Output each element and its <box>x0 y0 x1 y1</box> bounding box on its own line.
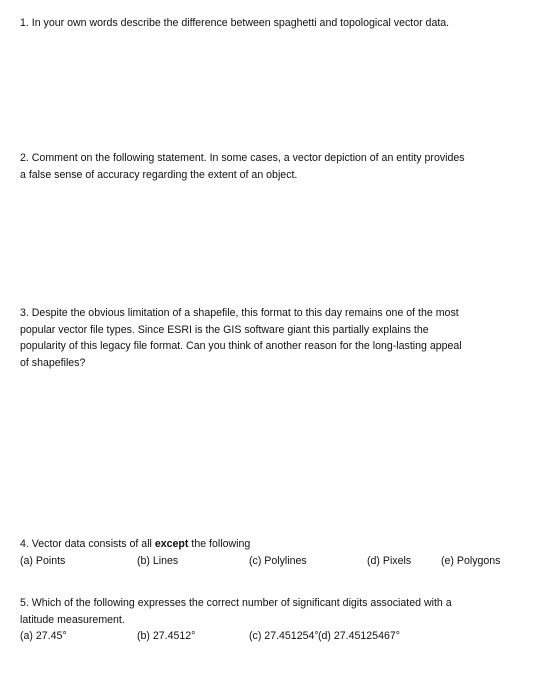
question-2 <box>20 150 525 183</box>
question-4-prompt <box>20 536 525 553</box>
question-4-prefix: 4. Vector data consists of all <box>20 538 155 550</box>
question-1 <box>20 15 525 32</box>
question-3-line-2: popular vector file types. Since ESRI is the GIS software giant this partially explains the <box>20 323 429 336</box>
question-4 <box>20 536 525 571</box>
question-4-option-a: (a) Points <box>20 554 66 567</box>
question-5 <box>20 595 525 646</box>
question-5-line-1: 5. Which of the following expresses the correct number of significant digits associated with a <box>20 597 452 609</box>
question-4-option-b: (b) Lines <box>137 554 179 567</box>
question-3 <box>20 305 525 371</box>
question-4-options <box>20 553 540 571</box>
question-2-line-1: 2. Comment on the following statement. In some cases, a vector depiction of an entity provides <box>20 152 465 164</box>
question-5-line-2: latitude measurement. <box>20 613 125 626</box>
question-3-line-4: of shapefiles? <box>20 356 86 369</box>
question-5-option-b: (b) 27.4512° <box>137 630 196 642</box>
question-4-emphasis: except <box>154 538 189 550</box>
question-5-options <box>20 628 540 646</box>
question-5-option-d: (d) 27.45125467° <box>318 630 400 642</box>
question-4-option-e: (e) Polygons <box>441 554 501 567</box>
question-4-option-d: (d) Pixels <box>367 554 412 567</box>
question-3-line-1: 3. Despite the obvious limitation of a shapefile, this format to this day remains one of the most <box>20 307 459 319</box>
question-2-line-2: a false sense of accuracy regarding the extent of an object. <box>20 168 298 181</box>
question-5-option-c: (c) 27.451254° <box>249 630 319 642</box>
question-4-suffix: the following <box>188 538 251 550</box>
question-1-text: 1. In your own words describe the difference between spaghetti and topological vector data. <box>20 17 450 29</box>
question-4-option-c: (c) Polylines <box>249 554 307 567</box>
question-5-option-a: (a) 27.45° <box>20 630 67 642</box>
question-3-line-3: popularity of this legacy file format. Can you think of another reason for the long-lasting appeal <box>20 340 462 352</box>
